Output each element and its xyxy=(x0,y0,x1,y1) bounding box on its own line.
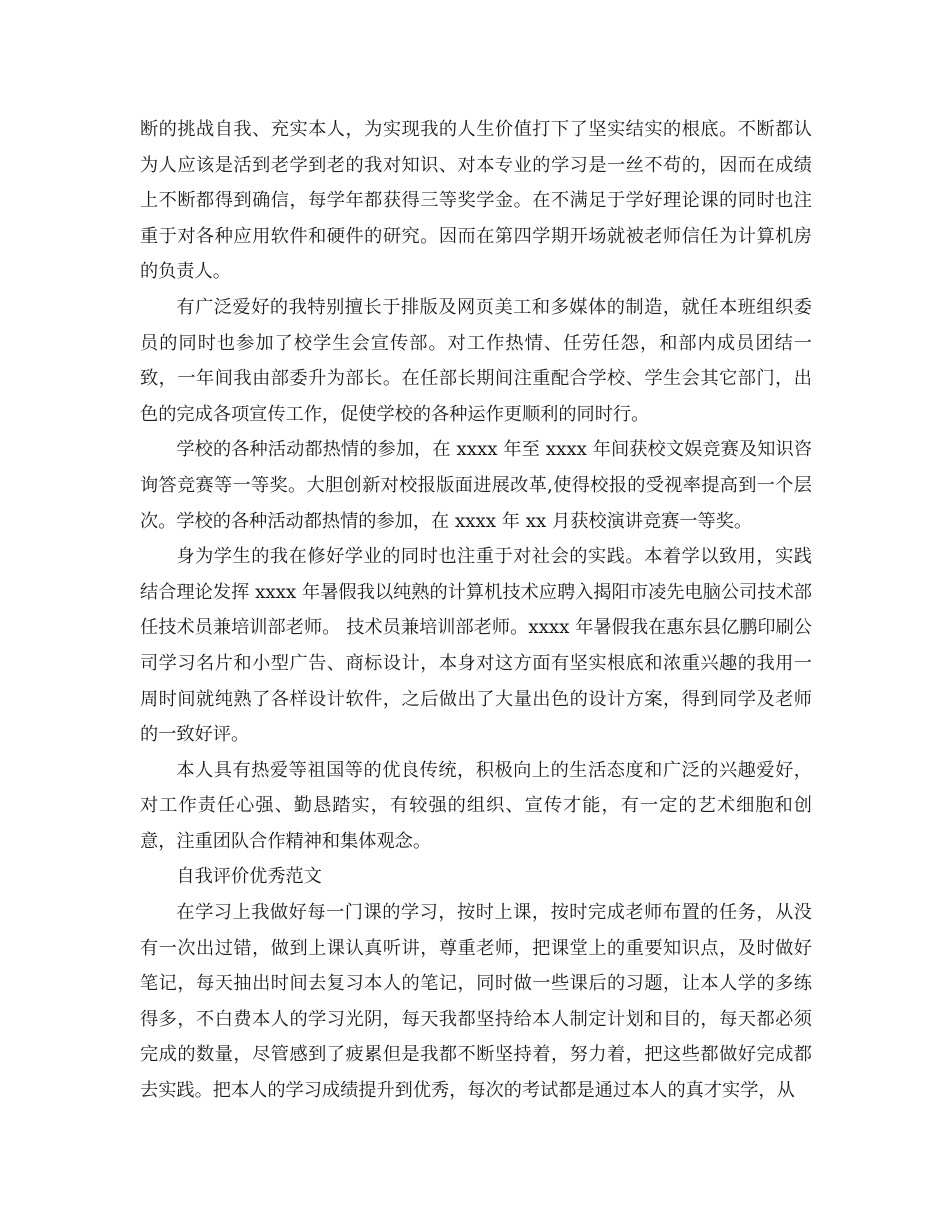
paragraph-study-habits: 在学习上我做好每一门课的学习，按时上课，按时完成老师布置的任务，从没有一次出过错，做到上课认真听讲，尊重老师，把课堂上的重要知识点，及时做好笔记，每天抽出时间去复习本人的笔记，同时做一些课后的习题，让本人学的多练得多，不白费本人的学习光阴，每天我都坚持给本人制定计划和目的，每天都必须完成的数量，尽管感到了疲累但是我都不断坚持着，努力着，把这些都做好完成都去实践。把本人的学习成绩提升到优秀，每次的考试都是通过本人的真才实学，从 xyxy=(140,902,812,1102)
paragraph-school-activities: 学校的各种活动都热情的参加，在 xxxx 年至 xxxx 年间获校文娱竞赛及知识咨询答竞赛等一等奖。大胆创新对校报版面进展改革,使得校报的受视率提高到一个层次。学校的各种活动都热情的参加，在 xxxx 年 xx 月获校演讲竞赛一等奖。 xyxy=(140,439,812,532)
paragraph-personal-qualities: 本人具有热爱等祖国等的优良传统，积极向上的生活态度和广泛的兴趣爱好，对工作责任心强、勤恳踏实，有较强的组织、宣传才能，有一定的艺术细胞和创意，注重团队合作精神和集体观念。 xyxy=(140,759,812,852)
document-body xyxy=(140,112,812,1109)
section-heading: 自我评价优秀范文 xyxy=(176,866,322,888)
paragraph-publicity-work: 有广泛爱好的我特别擅长于排版及网页美工和多媒体的制造，就任本班组织委员的同时也参加了校学生会宣传部。对工作热情、任劳任怨，和部内成员团结一致，一年间我由部委升为部长。在任部长期间注重配合学校、学生会其它部门，出色的完成各项宣传工作，促使学校的各种运作更顺利的同时行。 xyxy=(140,296,812,425)
paragraph-social-practice: 身为学生的我在修好学业的同时也注重于对社会的实践。本着学以致用，实践结合理论发挥 xxxx 年暑假我以纯熟的计算机技术应聘入揭阳市凌先电脑公司技术部任技术员兼培训部老师。 技术员兼培训部老师。xxxx 年暑假我在惠东县亿鹏印刷公司学习名片和小型广告、商标设计，本身对这方面有坚实根底和浓重兴趣的我用一周时间就纯熟了各样设计软件，之后做出了大量出色的设计方案，得到同学及老师的一致好评。 xyxy=(140,546,812,746)
paragraph-continuation: 断的挑战自我、充实本人，为实现我的人生价值打下了坚实结实的根底。不断都认为人应该是活到老学到老的我对知识、对本专业的学习是一丝不苟的，因而在成绩上不断都得到确信，每学年都获得三等奖学金。在不满足于学好理论课的同时也注重于对各种应用软件和硬件的研究。因而在第四学期开场就被老师信任为计算机房的负责人。 xyxy=(140,119,812,283)
